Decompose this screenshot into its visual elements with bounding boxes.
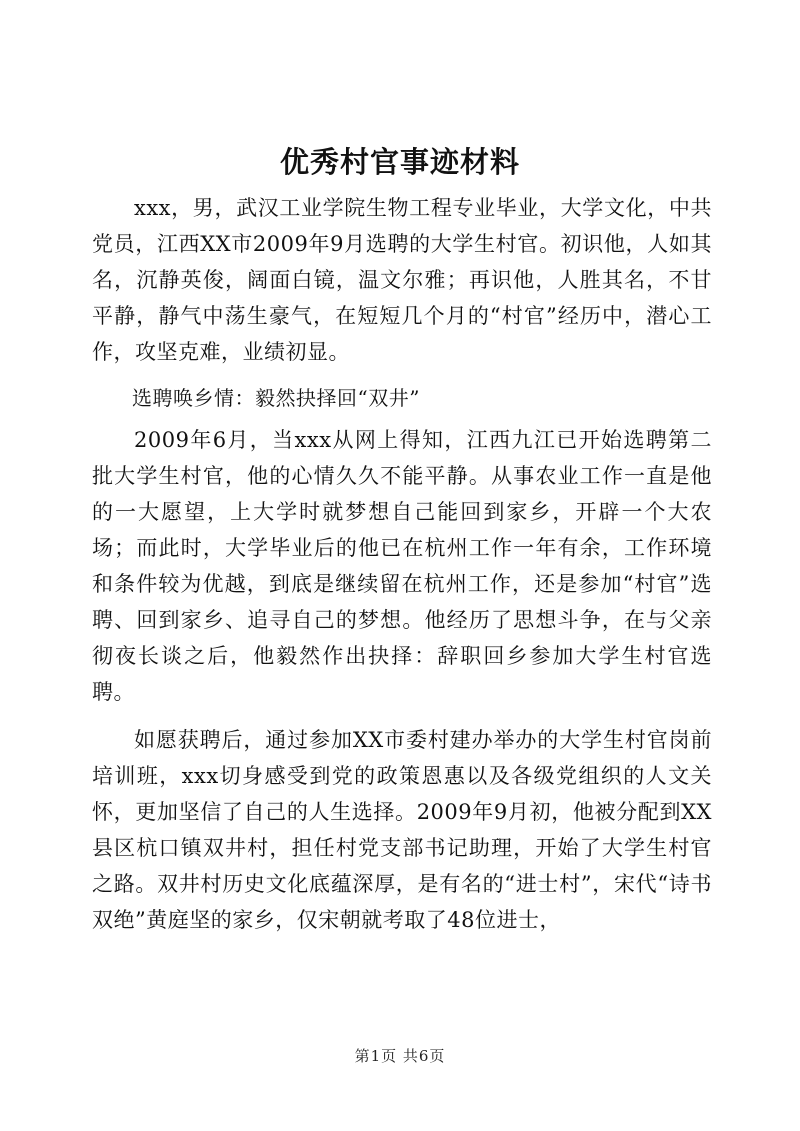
paragraph-appointment: 如愿获聘后，通过参加XX市委村建办举办的大学生村官岗前培训班，xxx切身感受到党的政策恩惠以及各级党组织的人文关怀，更加坚信了自己的人生选择。2009年9月初，他被分配到XX县区杭口镇双井村，担任村党支部书记助理，开始了大学生村官之路。双井村历史文化底蕴深厚，是有名的“进士村”，宋代“诗书双绝”黄庭坚的家乡，仅宋朝就考取了48位进士， [92,728,712,932]
paragraph-selection: 2009年6月，当xxx从网上得知，江西九江已开始选聘第二批大学生村官，他的心情久久不能平静。从事农业工作一直是他的一大愿望，上大学时就梦想自己能回到家乡，开辟一个大农场；而此时，大学毕业后的他已在杭州工作一年有余，工作环境和条件较为优越，到底是继续留在杭州工作，还是参加“村官”选聘、回到家乡、追寻自己的梦想。他经历了思想斗争，在与父亲彻夜长谈之后，他毅然作出抉择：辞职回乡参加大学生村官选聘。 [92,428,712,704]
page-title: 优秀村官事迹材料 [279,145,520,179]
section-heading: 选聘唤乡情：毅然抉择回“双井” [132,386,420,410]
document-body [92,190,712,938]
paragraph-intro: xxx，男，武汉工业学院生物工程专业毕业，大学文化，中共党员，江西XX市2009年9月选聘的大学生村官。初识他，人如其名，沉静英俊，阔面白镜，温文尔雅；再识他，人胜其名，不甘平静，静气中荡生豪气，在短短几个月的“村官”经历中，潜心工作，攻坚克难，业绩初显。 [92,196,712,364]
page-number: 第1页 共6页 [354,1047,446,1065]
